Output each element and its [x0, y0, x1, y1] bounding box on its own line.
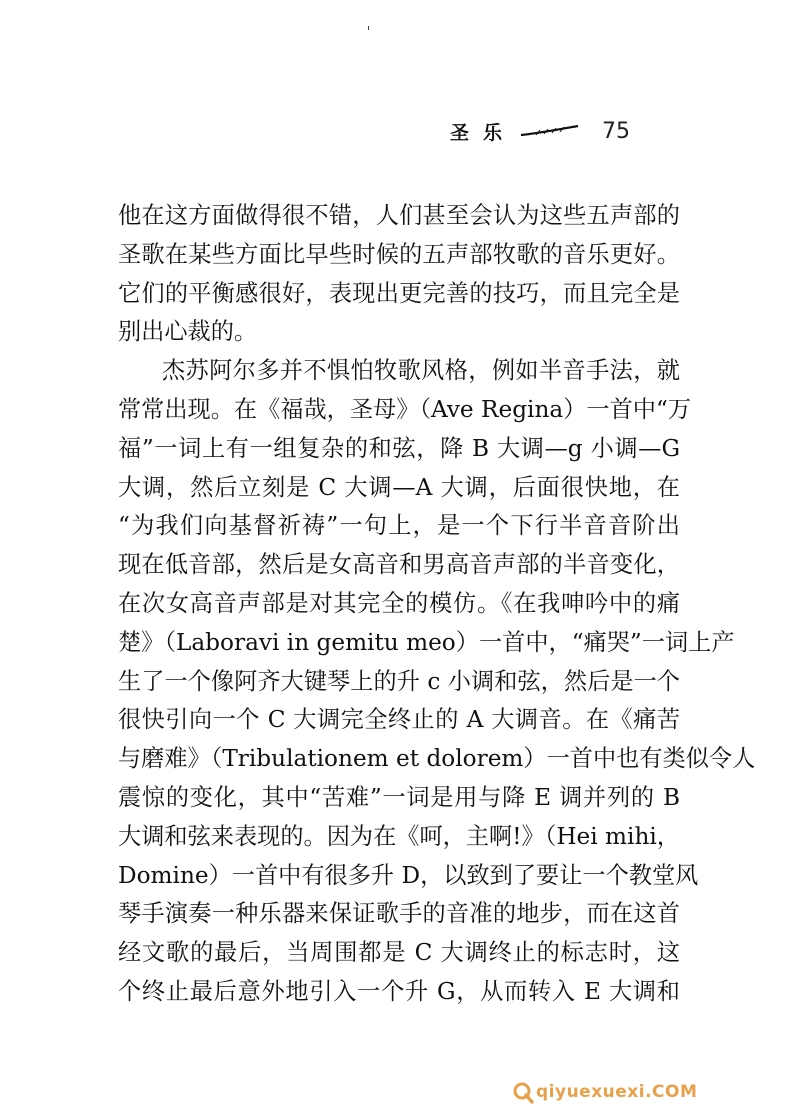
text-line: 楚》（Laboravi in gemitu meo）一首中，“痛哭”一词上产 [118, 628, 735, 656]
text-line: 个终止最后意外地引入一个升 G，从而转入 E 大调和 [118, 977, 680, 1005]
watermark [512, 1078, 782, 1106]
text-line: 在次女高音声部是对其完全的模仿。《在我呻吟中的痛 [118, 589, 680, 617]
text-line: 它们的平衡感很好，表现出更完善的技巧，而且完全是 [118, 279, 680, 307]
text-line: 与磨难》（Tribulationem et dolorem）一首中也有类似令人 [118, 745, 756, 773]
text-line: 震惊的变化，其中“苦难”一词是用与降 E 调并列的 B [118, 783, 680, 811]
ornament-flourish-icon [520, 124, 580, 138]
text-line: 杰苏阿尔多并不惧怕牧歌风格，例如半音手法，就 [162, 357, 680, 385]
text-line: Domine）一首中有很多升 D，以致到了要让一个教堂风 [118, 861, 699, 889]
running-header [450, 114, 680, 148]
text-line: 福”一词上有一组复杂的和弦，降 B 大调—g 小调—G [118, 434, 680, 462]
body-text [118, 197, 756, 1005]
text-line: 大调，然后立刻是 C 大调—A 大调，后面很快地，在 [118, 473, 680, 501]
text-line: 大调和弦来表现的。因为在《呵，主啊!》（Hei mihi， [118, 822, 680, 850]
text-line: 经文歌的最后，当周围都是 C 大调终止的标志时，这 [118, 939, 680, 967]
text-line: 很快引向一个 C 大调完全终止的 A 大调音。在《痛苦 [118, 706, 680, 734]
watermark-text: qiyuexuexi.COM [536, 1082, 698, 1102]
text-line: 生了一个像阿齐大键琴上的升 c 小调和弦，然后是一个 [118, 667, 680, 695]
text-line: 常常出现。在《福哉，圣母》（Ave Regina）一首中“万 [118, 395, 692, 423]
text-line: “为我们向基督祈祷”一句上，是一个下行半音音阶出 [118, 512, 680, 540]
section-title: 圣乐 [450, 121, 517, 144]
page-scan-mark [368, 26, 369, 30]
text-line: 圣歌在某些方面比早些时候的五声部牧歌的音乐更好。 [118, 240, 680, 268]
q-logo-icon [512, 1081, 534, 1103]
text-line: 他在这方面做得很不错，人们甚至会认为这些五声部的 [118, 202, 680, 229]
page-number: 75 [602, 118, 631, 144]
text-line: 琴手演奏一种乐器来保证歌手的音准的地步，而在这首 [118, 900, 680, 928]
text-line: 现在低音部，然后是女高音和男高音声部的半音变化， [118, 551, 680, 579]
text-line: 别出心裁的。 [118, 318, 258, 346]
